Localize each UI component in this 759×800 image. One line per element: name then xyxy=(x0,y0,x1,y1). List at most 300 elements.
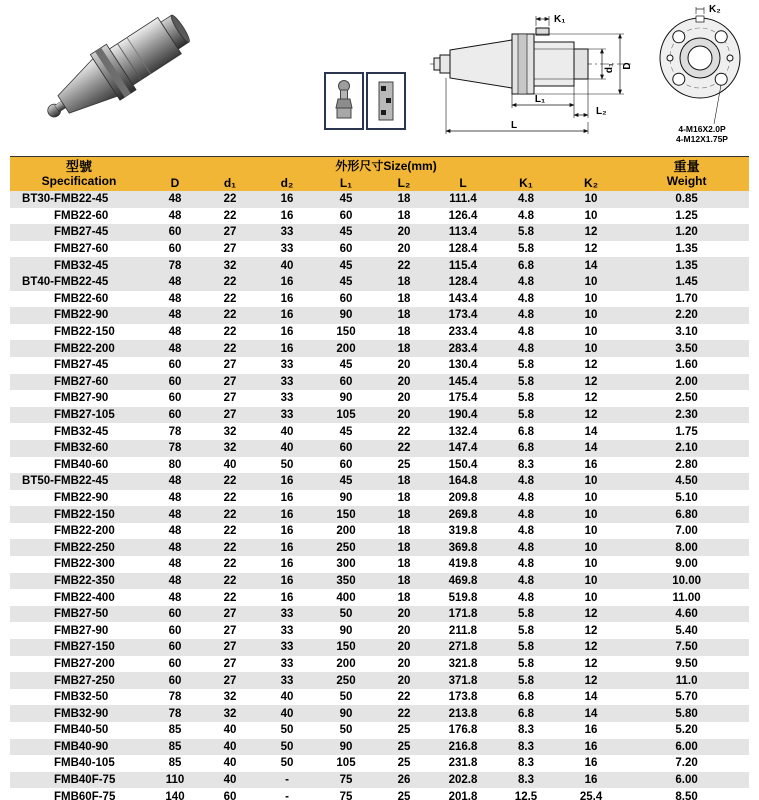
value-cell: 350 xyxy=(316,573,376,590)
value-cell: 16 xyxy=(558,722,624,739)
value-cell: 60 xyxy=(316,440,376,457)
value-cell: 8.3 xyxy=(494,772,558,789)
table-row xyxy=(10,490,749,507)
value-cell: 27 xyxy=(202,622,258,639)
value-cell: 60 xyxy=(148,622,202,639)
value-cell: 200 xyxy=(316,340,376,357)
value-cell: 25.4 xyxy=(558,788,624,800)
value-cell: 6.8 xyxy=(494,423,558,440)
table-row xyxy=(10,772,749,789)
col-header-spec-zh: 型號 xyxy=(65,158,92,174)
value-cell: 22 xyxy=(376,705,432,722)
adapter-thumbnail xyxy=(366,72,406,130)
value-cell: 1.35 xyxy=(624,257,749,274)
value-cell: 150 xyxy=(316,324,376,341)
value-cell: 4.8 xyxy=(494,539,558,556)
value-cell: 126.4 xyxy=(432,208,494,225)
value-cell: 18 xyxy=(376,473,432,490)
value-cell: 48 xyxy=(148,208,202,225)
value-cell: 5.8 xyxy=(494,407,558,424)
toolholder-photo xyxy=(6,0,238,130)
value-cell: 4.8 xyxy=(494,490,558,507)
value-cell: 18 xyxy=(376,556,432,573)
toolholder-shape xyxy=(34,4,198,130)
value-cell: 2.20 xyxy=(624,307,749,324)
value-cell: 18 xyxy=(376,208,432,225)
value-cell: 9.00 xyxy=(624,556,749,573)
model-name: FMB40-50 xyxy=(54,724,109,737)
value-cell: 32 xyxy=(202,689,258,706)
value-cell: 16 xyxy=(258,208,316,225)
value-cell: 10 xyxy=(558,473,624,490)
value-cell: 40 xyxy=(202,755,258,772)
value-cell: 22 xyxy=(376,440,432,457)
value-cell: 22 xyxy=(202,191,258,208)
value-cell: 45 xyxy=(316,257,376,274)
value-cell: 16 xyxy=(258,307,316,324)
spec-cell xyxy=(10,407,148,424)
value-cell: 4.8 xyxy=(494,191,558,208)
value-cell: 8.3 xyxy=(494,722,558,739)
model-name: FMB40-90 xyxy=(54,740,109,753)
value-cell: 20 xyxy=(376,639,432,656)
value-cell: 5.10 xyxy=(624,490,749,507)
value-cell: 33 xyxy=(258,606,316,623)
value-cell: 18 xyxy=(376,307,432,324)
col-header-K1: K₁ xyxy=(494,176,558,191)
value-cell: 27 xyxy=(202,656,258,673)
value-cell: 12 xyxy=(558,374,624,391)
value-cell: 33 xyxy=(258,357,316,374)
value-cell: 75 xyxy=(316,772,376,789)
table-row xyxy=(10,274,749,291)
value-cell: 22 xyxy=(202,340,258,357)
spec-cell xyxy=(10,556,148,573)
value-cell: 32 xyxy=(202,705,258,722)
value-cell: 16 xyxy=(258,523,316,540)
value-cell: 25 xyxy=(376,722,432,739)
model-name: FMB22-250 xyxy=(54,541,115,554)
spec-cell xyxy=(10,573,148,590)
value-cell: 32 xyxy=(202,257,258,274)
value-cell: 45 xyxy=(316,191,376,208)
value-cell: 22 xyxy=(202,274,258,291)
value-cell: 18 xyxy=(376,506,432,523)
value-cell: 6.8 xyxy=(494,440,558,457)
table-row xyxy=(10,423,749,440)
adapter-icon xyxy=(371,78,401,124)
value-cell: 48 xyxy=(148,340,202,357)
value-cell: 1.70 xyxy=(624,291,749,308)
value-cell: 8.3 xyxy=(494,457,558,474)
value-cell: 10.00 xyxy=(624,573,749,590)
value-cell: 5.8 xyxy=(494,639,558,656)
value-cell: 6.8 xyxy=(494,689,558,706)
value-cell: 173.4 xyxy=(432,307,494,324)
value-cell: 22 xyxy=(376,423,432,440)
value-cell: 5.8 xyxy=(494,224,558,241)
table-row xyxy=(10,556,749,573)
value-cell: 4.50 xyxy=(624,473,749,490)
value-cell: 469.8 xyxy=(432,573,494,590)
value-cell: 173.8 xyxy=(432,689,494,706)
value-cell: 20 xyxy=(376,241,432,258)
model-name: FMB22-60 xyxy=(54,292,109,305)
value-cell: 10 xyxy=(558,589,624,606)
value-cell: 33 xyxy=(258,656,316,673)
value-cell: 50 xyxy=(258,739,316,756)
value-cell: 4.8 xyxy=(494,307,558,324)
table-row xyxy=(10,689,749,706)
spec-cell xyxy=(10,672,148,689)
col-header-d1: d₁ xyxy=(202,176,258,191)
value-cell: 50 xyxy=(316,606,376,623)
value-cell: 3.50 xyxy=(624,340,749,357)
value-cell: 115.4 xyxy=(432,257,494,274)
value-cell: 14 xyxy=(558,689,624,706)
model-name: FMB27-250 xyxy=(54,674,115,687)
spec-cell xyxy=(10,772,148,789)
model-name: FMB22-300 xyxy=(54,558,115,571)
table-row xyxy=(10,291,749,308)
value-cell: 60 xyxy=(316,374,376,391)
spec-table-body xyxy=(10,191,749,800)
dim-label-d1: d₁ xyxy=(604,62,615,74)
value-cell: 10 xyxy=(558,523,624,540)
value-cell: 140 xyxy=(148,788,202,800)
col-header-weight-zh: 重量 xyxy=(673,158,700,174)
table-row xyxy=(10,539,749,556)
spec-cell xyxy=(10,490,148,507)
value-cell: 300 xyxy=(316,556,376,573)
value-cell: 22 xyxy=(202,473,258,490)
value-cell: 60 xyxy=(148,656,202,673)
value-cell: 6.8 xyxy=(494,257,558,274)
value-cell: 16 xyxy=(258,191,316,208)
value-cell: 78 xyxy=(148,705,202,722)
value-cell: 78 xyxy=(148,257,202,274)
value-cell: 5.8 xyxy=(494,357,558,374)
value-cell: 50 xyxy=(316,689,376,706)
spec-cell xyxy=(10,539,148,556)
value-cell: 4.8 xyxy=(494,340,558,357)
value-cell: 10 xyxy=(558,556,624,573)
table-row xyxy=(10,191,749,208)
value-cell: 250 xyxy=(316,672,376,689)
value-cell: 16 xyxy=(258,506,316,523)
value-cell: 40 xyxy=(202,457,258,474)
model-name: FMB27-45 xyxy=(54,226,109,239)
value-cell: 9.50 xyxy=(624,656,749,673)
value-cell: 10 xyxy=(558,340,624,357)
value-cell: 48 xyxy=(148,473,202,490)
value-cell: 45 xyxy=(316,473,376,490)
value-cell: 27 xyxy=(202,639,258,656)
table-row xyxy=(10,340,749,357)
dim-label-k1: K₁ xyxy=(554,14,566,25)
thread-note-1: 4-M16X2.0P xyxy=(678,124,726,134)
value-cell: 40 xyxy=(258,440,316,457)
spec-cell xyxy=(10,423,148,440)
value-cell: 20 xyxy=(376,672,432,689)
value-cell: 18 xyxy=(376,324,432,341)
spec-cell xyxy=(10,689,148,706)
value-cell: 128.4 xyxy=(432,274,494,291)
value-cell: 85 xyxy=(148,739,202,756)
model-name: FMB22-45 xyxy=(54,475,109,488)
dim-label-l1: L₁ xyxy=(534,94,546,105)
value-cell: 6.80 xyxy=(624,506,749,523)
spec-cell xyxy=(10,639,148,656)
value-cell: 25 xyxy=(376,788,432,800)
value-cell: 25 xyxy=(376,457,432,474)
model-name: FMB32-50 xyxy=(54,691,109,704)
model-name: FMB32-60 xyxy=(54,442,109,455)
value-cell: 90 xyxy=(316,705,376,722)
value-cell: 3.10 xyxy=(624,324,749,341)
spec-cell xyxy=(10,191,148,208)
value-cell: 16 xyxy=(258,490,316,507)
value-cell: 33 xyxy=(258,390,316,407)
value-cell: 48 xyxy=(148,191,202,208)
model-name: FMB27-105 xyxy=(54,409,115,422)
col-header-D: D xyxy=(148,176,202,191)
model-name: FMB32-45 xyxy=(54,425,109,438)
value-cell: 14 xyxy=(558,423,624,440)
value-cell: 90 xyxy=(316,307,376,324)
value-cell: 48 xyxy=(148,274,202,291)
value-cell: 32 xyxy=(202,423,258,440)
table-row xyxy=(10,573,749,590)
model-name: FMB22-150 xyxy=(54,508,115,521)
value-cell: 4.8 xyxy=(494,589,558,606)
value-cell: 2.30 xyxy=(624,407,749,424)
value-cell: 7.50 xyxy=(624,639,749,656)
model-name: FMB27-150 xyxy=(54,641,115,654)
value-cell: 12 xyxy=(558,606,624,623)
value-cell: 132.4 xyxy=(432,423,494,440)
value-cell: 50 xyxy=(316,722,376,739)
series-prefix: BT50- xyxy=(22,475,54,488)
specification-table xyxy=(10,156,749,800)
value-cell: 85 xyxy=(148,722,202,739)
value-cell: 20 xyxy=(376,622,432,639)
value-cell: 48 xyxy=(148,324,202,341)
value-cell: 1.25 xyxy=(624,208,749,225)
value-cell: 18 xyxy=(376,589,432,606)
value-cell: 4.8 xyxy=(494,523,558,540)
table-row xyxy=(10,257,749,274)
value-cell: 12.5 xyxy=(494,788,558,800)
value-cell: 60 xyxy=(148,390,202,407)
value-cell: 25 xyxy=(376,755,432,772)
value-cell: 60 xyxy=(316,291,376,308)
value-cell: 10 xyxy=(558,274,624,291)
spec-cell xyxy=(10,340,148,357)
value-cell: 22 xyxy=(202,208,258,225)
value-cell: 176.8 xyxy=(432,722,494,739)
table-row xyxy=(10,407,749,424)
table-row xyxy=(10,722,749,739)
value-cell: 18 xyxy=(376,573,432,590)
model-name: FMB22-350 xyxy=(54,574,115,587)
value-cell: 20 xyxy=(376,357,432,374)
value-cell: 33 xyxy=(258,672,316,689)
spec-cell xyxy=(10,324,148,341)
model-name: FMB22-45 xyxy=(54,193,109,206)
spec-cell xyxy=(10,257,148,274)
spec-cell xyxy=(10,606,148,623)
value-cell: 22 xyxy=(202,307,258,324)
value-cell: 150 xyxy=(316,506,376,523)
value-cell: 231.8 xyxy=(432,755,494,772)
value-cell: 145.4 xyxy=(432,374,494,391)
value-cell: 45 xyxy=(316,423,376,440)
value-cell: 27 xyxy=(202,606,258,623)
table-row xyxy=(10,324,749,341)
value-cell: 33 xyxy=(258,374,316,391)
value-cell: 22 xyxy=(202,539,258,556)
value-cell: 6.00 xyxy=(624,739,749,756)
value-cell: 105 xyxy=(316,407,376,424)
dim-label-d: D xyxy=(622,62,633,70)
value-cell: 143.4 xyxy=(432,291,494,308)
col-header-weight-en: Weight xyxy=(666,173,707,188)
value-cell: 4.8 xyxy=(494,473,558,490)
model-name: FMB27-50 xyxy=(54,608,109,621)
value-cell: 22 xyxy=(202,523,258,540)
value-cell: 27 xyxy=(202,407,258,424)
value-cell: 5.8 xyxy=(494,374,558,391)
value-cell: 8.3 xyxy=(494,739,558,756)
value-cell: 48 xyxy=(148,539,202,556)
value-cell: 2.00 xyxy=(624,374,749,391)
col-header-weight xyxy=(624,157,749,192)
value-cell: 78 xyxy=(148,689,202,706)
spec-cell xyxy=(10,622,148,639)
table-row xyxy=(10,523,749,540)
value-cell: 22 xyxy=(202,324,258,341)
value-cell: 8.3 xyxy=(494,755,558,772)
value-cell: 211.8 xyxy=(432,622,494,639)
value-cell: 12 xyxy=(558,357,624,374)
model-name: FMB22-200 xyxy=(54,525,115,538)
value-cell: 7.00 xyxy=(624,523,749,540)
spec-cell xyxy=(10,705,148,722)
value-cell: 22 xyxy=(376,257,432,274)
value-cell: 48 xyxy=(148,506,202,523)
value-cell: 150.4 xyxy=(432,457,494,474)
value-cell: 4.8 xyxy=(494,506,558,523)
spec-cell xyxy=(10,473,148,490)
col-header-spec-en: Specification xyxy=(41,173,117,188)
value-cell: 22 xyxy=(202,573,258,590)
value-cell: 150 xyxy=(316,639,376,656)
value-cell: 10 xyxy=(558,324,624,341)
value-cell: 5.8 xyxy=(494,672,558,689)
table-row xyxy=(10,390,749,407)
value-cell: 90 xyxy=(316,390,376,407)
col-header-d2: d₂ xyxy=(258,176,316,191)
value-cell: 519.8 xyxy=(432,589,494,606)
model-name: FMB60F-75 xyxy=(54,790,116,800)
value-cell: 27 xyxy=(202,241,258,258)
value-cell: 75 xyxy=(316,788,376,800)
model-name: FMB27-60 xyxy=(54,375,109,388)
value-cell: 12 xyxy=(558,390,624,407)
value-cell: 321.8 xyxy=(432,656,494,673)
illustration-band xyxy=(0,0,759,155)
value-cell: 60 xyxy=(148,241,202,258)
series-prefix: BT30- xyxy=(22,193,54,206)
value-cell: 16 xyxy=(258,340,316,357)
value-cell: 4.8 xyxy=(494,208,558,225)
value-cell: 113.4 xyxy=(432,224,494,241)
value-cell: 269.8 xyxy=(432,506,494,523)
value-cell: 190.4 xyxy=(432,407,494,424)
value-cell: 27 xyxy=(202,390,258,407)
value-cell: 60 xyxy=(316,208,376,225)
col-header-L: L xyxy=(432,176,494,191)
value-cell: 90 xyxy=(316,622,376,639)
value-cell: 14 xyxy=(558,705,624,722)
value-cell: 18 xyxy=(376,191,432,208)
spec-cell xyxy=(10,307,148,324)
thread-note-2: 4-M12X1.75P xyxy=(676,134,728,144)
value-cell: 48 xyxy=(148,589,202,606)
model-name: FMB27-45 xyxy=(54,359,109,372)
value-cell: 201.8 xyxy=(432,788,494,800)
table-row xyxy=(10,606,749,623)
value-cell: 90 xyxy=(316,490,376,507)
value-cell: 2.10 xyxy=(624,440,749,457)
spec-cell xyxy=(10,506,148,523)
col-header-K2: K₂ xyxy=(558,176,624,191)
value-cell: 400 xyxy=(316,589,376,606)
value-cell: 48 xyxy=(148,556,202,573)
value-cell: 45 xyxy=(316,274,376,291)
value-cell: 10 xyxy=(558,291,624,308)
value-cell: 48 xyxy=(148,307,202,324)
col-header-specification xyxy=(10,157,148,192)
value-cell: 419.8 xyxy=(432,556,494,573)
value-cell: 45 xyxy=(316,357,376,374)
value-cell: 12 xyxy=(558,241,624,258)
value-cell: 50 xyxy=(258,722,316,739)
value-cell: 1.35 xyxy=(624,241,749,258)
model-name: FMB32-90 xyxy=(54,707,109,720)
model-name: FMB27-90 xyxy=(54,624,109,637)
value-cell: 45 xyxy=(316,224,376,241)
spec-cell xyxy=(10,357,148,374)
value-cell: 20 xyxy=(376,407,432,424)
dim-label-k2: K₂ xyxy=(709,4,721,15)
value-cell: 40 xyxy=(202,722,258,739)
value-cell: 1.20 xyxy=(624,224,749,241)
side-view-drawing xyxy=(426,2,650,150)
spec-cell xyxy=(10,589,148,606)
value-cell: 14 xyxy=(558,257,624,274)
value-cell: 5.40 xyxy=(624,622,749,639)
value-cell: 22 xyxy=(376,689,432,706)
value-cell: 6.8 xyxy=(494,705,558,722)
value-cell: 26 xyxy=(376,772,432,789)
value-cell: 27 xyxy=(202,672,258,689)
value-cell: 16 xyxy=(258,589,316,606)
model-name: FMB22-200 xyxy=(54,342,115,355)
end-view-drawing xyxy=(650,0,756,152)
value-cell: 90 xyxy=(316,739,376,756)
